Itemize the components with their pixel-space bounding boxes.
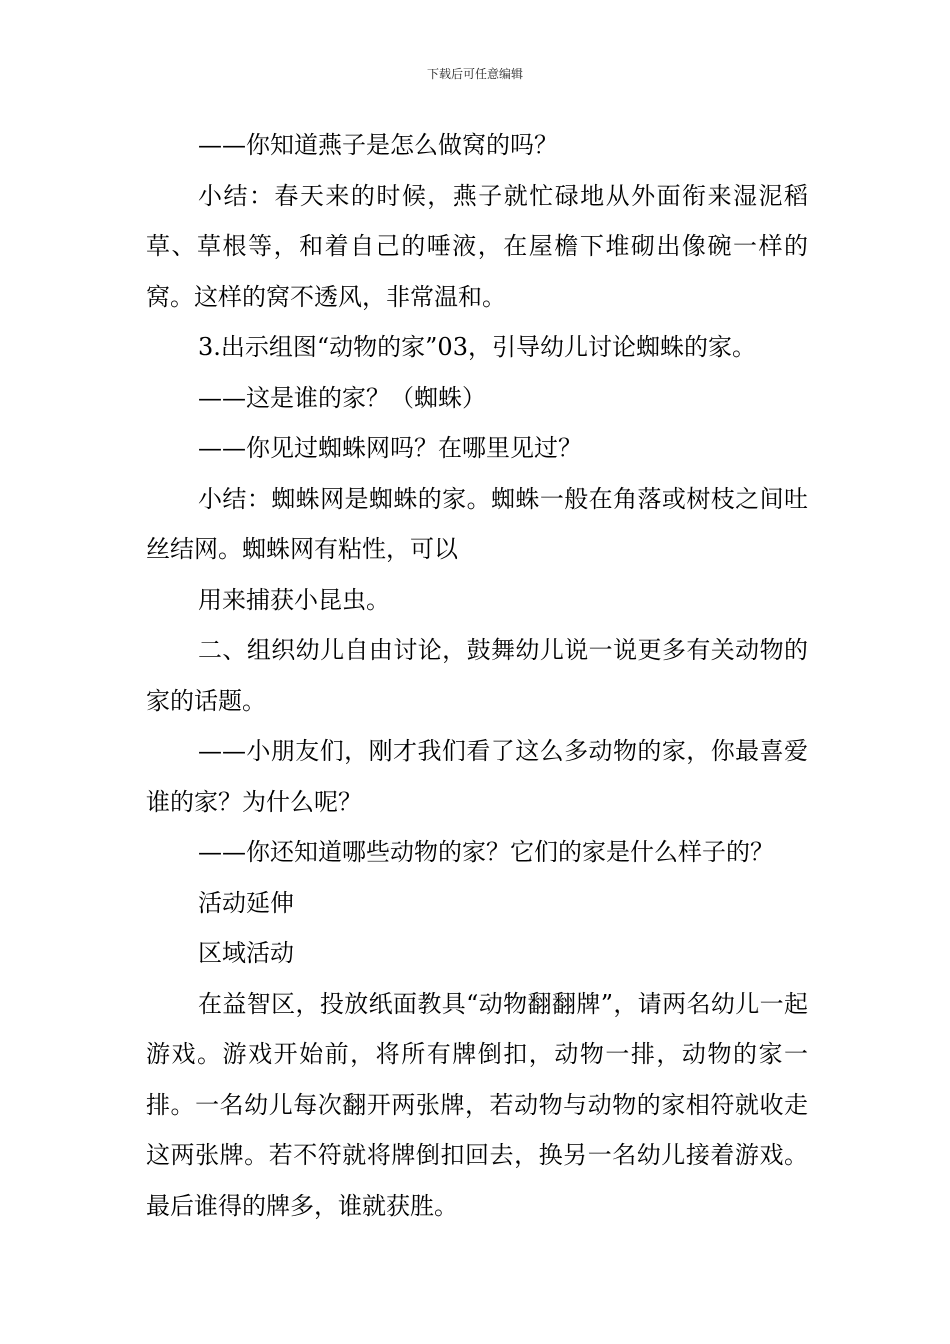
- paragraph-question-favorite-home: ——小朋友们，刚才我们看了这么多动物的家，你最喜爱谁的家？为什么呢？: [146, 737, 808, 816]
- paragraph-summary-spider: 小结：蜘蛛网是蜘蛛的家。蜘蛛一般在角落或树枝之间吐丝结网。蜘蛛网有粘性，可以: [146, 484, 808, 563]
- paragraph-summary-swallow: 小结：春天来的时候，燕子就忙碌地从外面衔来湿泥稻草、草根等，和着自己的唾液，在屋檐下堆砌出像碗一样的窝。这样的窝不透风，非常温和。: [146, 181, 808, 311]
- paragraph-section-2-discussion: 二、组织幼儿自由讨论，鼓舞幼儿说一说更多有关动物的家的话题。: [146, 636, 808, 715]
- paragraph-summary-spider-continued: 用来捕获小昆虫。: [198, 585, 390, 614]
- paragraph-question-swallow-nest: ——你知道燕子是怎么做窝的吗？: [198, 131, 558, 159]
- heading-activity-extension: 活动延伸: [198, 888, 294, 917]
- paragraph-step-3-spider: 3.出示组图“动物的家”03，引导幼儿讨论蜘蛛的家。: [198, 333, 756, 361]
- paragraph-question-spider-web: ——你见过蜘蛛网吗？在哪里见过？: [198, 434, 582, 462]
- heading-area-activity: 区域活动: [198, 939, 294, 967]
- paragraph-game-description: 在益智区，投放纸面教具“动物翻翻牌”，请两名幼儿一起游戏。游戏开始前，将所有牌倒扣，动物一排，动物的家一排。一名幼儿每次翻开两张牌，若动物与动物的家相符就收走这两张牌。若不符就将牌倒扣回去，换另一名幼儿接着游戏。最后谁得的牌多，谁就获胜。: [146, 989, 808, 1220]
- paragraph-question-whose-home: ——这是谁的家？（蜘蛛）: [198, 383, 486, 412]
- document-body: [146, 120, 808, 1231]
- page-header: 下载后可任意编辑: [426, 67, 523, 81]
- paragraph-question-other-homes: ——你还知道哪些动物的家？它们的家是什么样子的？: [198, 838, 774, 866]
